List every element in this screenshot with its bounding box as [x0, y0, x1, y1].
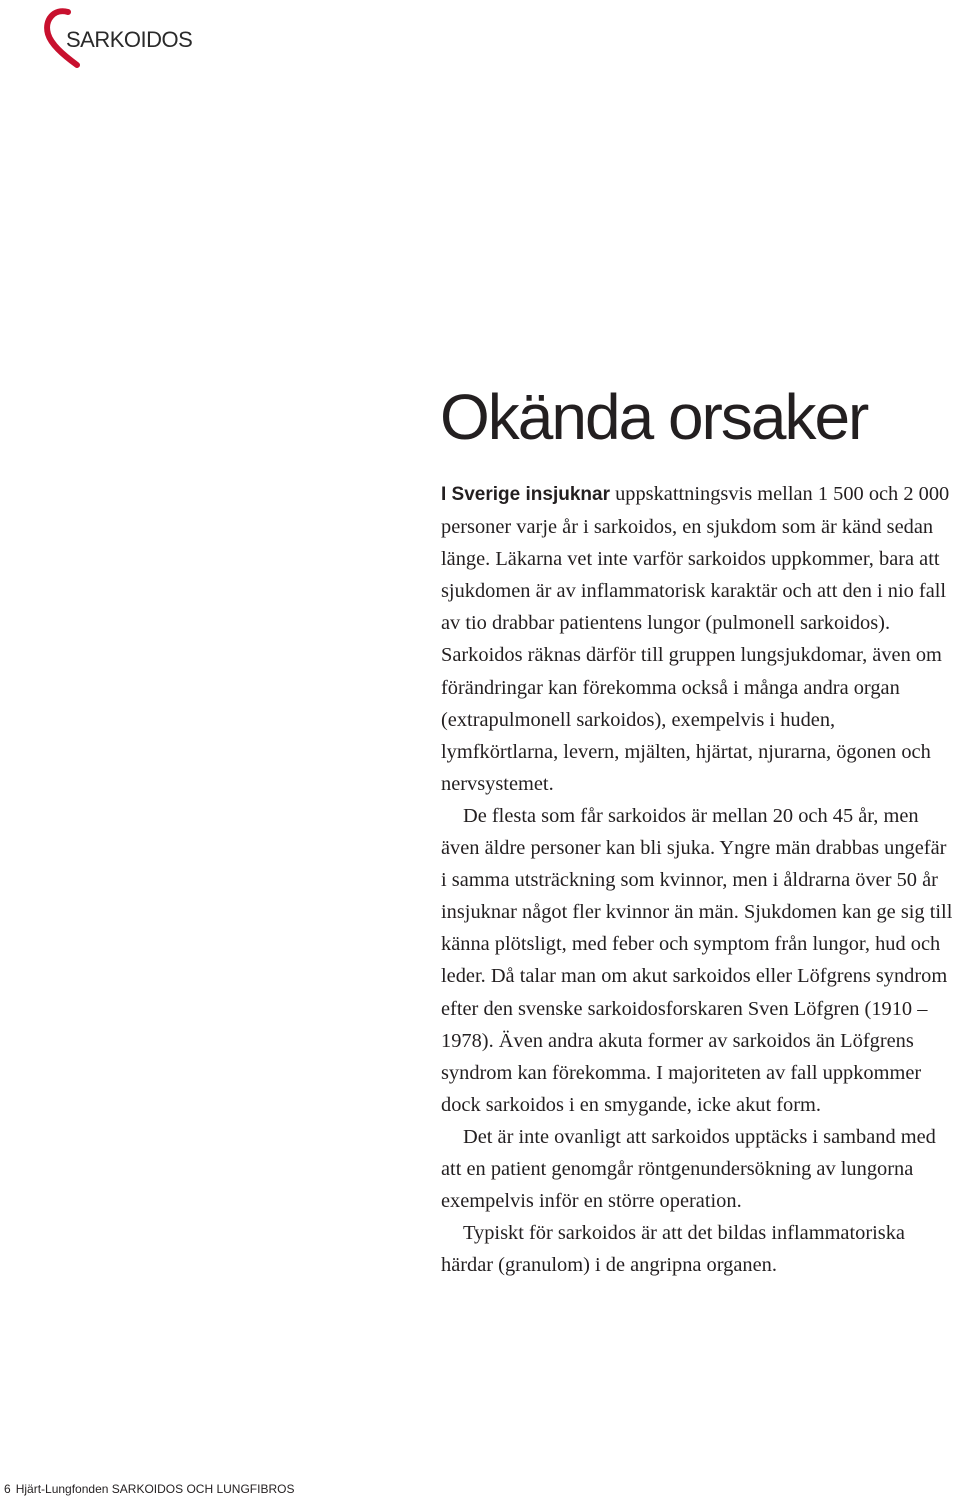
page-number: 6	[4, 1482, 11, 1496]
paragraph-1	[441, 478, 957, 800]
page-footer	[4, 1482, 294, 1496]
footer-publisher: Hjärt-Lungfonden	[15, 1482, 109, 1496]
paragraph-1-text: uppskattningsvis mellan 1 500 och 2 000 personer varje år i sarkoidos, en sjukdom som är känd sedan länge. Läkarna vet inte varför sarkoidos uppkommer, bara att sjukdomen är av inflammatorisk karaktär och att den i nio fall av tio drabbar patientens lungor (pulmonell sarkoidos). Sarkoidos räknas därför till gruppen lungsjukdomar, även om förändringar kan förekomma också i många andra organ (extrapulmonell sarkoidos), exempelvis i huden, lymfkörtlarna, levern, mjälten, hjärtat, njurarna, ögonen och nervsystemet.	[441, 483, 950, 795]
paragraph-lead: I Sverige insjuknar	[441, 484, 610, 505]
paragraph-2: De flesta som får sarkoidos är mellan 20 och 45 år, men även äldre personer kan bli sjuka. Yngre män drabbas ungefär i samma utsträckning som kvinnor, men i åldrarna över 50 år insjuknar något fler kvinnor än män. Sjukdomen kan ge sig till känna plötsligt, med feber och symptom från lungor, hud och leder. Då talar man om akut sarkoidos eller Löfgrens syndrom efter den svenske sarkoidosforskaren Sven Löfgren (1910 – 1978). Även andra akuta former av sarkoidos än Löfgrens syndrom kan förekomma. I majoriteten av fall uppkommer dock sarkoidos i en smygande, icke akut form.	[441, 804, 953, 1116]
article-body	[441, 478, 957, 1281]
paragraph-4: Typiskt för sarkoidos är att det bildas inflammatoriska härdar (granulom) i de angripna organen.	[441, 1222, 905, 1277]
footer-publication: SARKOIDOS OCH LUNGFIBROS	[111, 1482, 295, 1496]
page-title: Okända orsaker	[440, 381, 868, 453]
section-title: SARKOIDOS	[66, 27, 193, 52]
section-header	[44, 6, 244, 70]
paragraph-3: Det är inte ovanligt att sarkoidos upptäcks i samband med att en patient genomgår röntgenundersökning av lungorna exempelvis inför en större operation.	[441, 1125, 936, 1213]
